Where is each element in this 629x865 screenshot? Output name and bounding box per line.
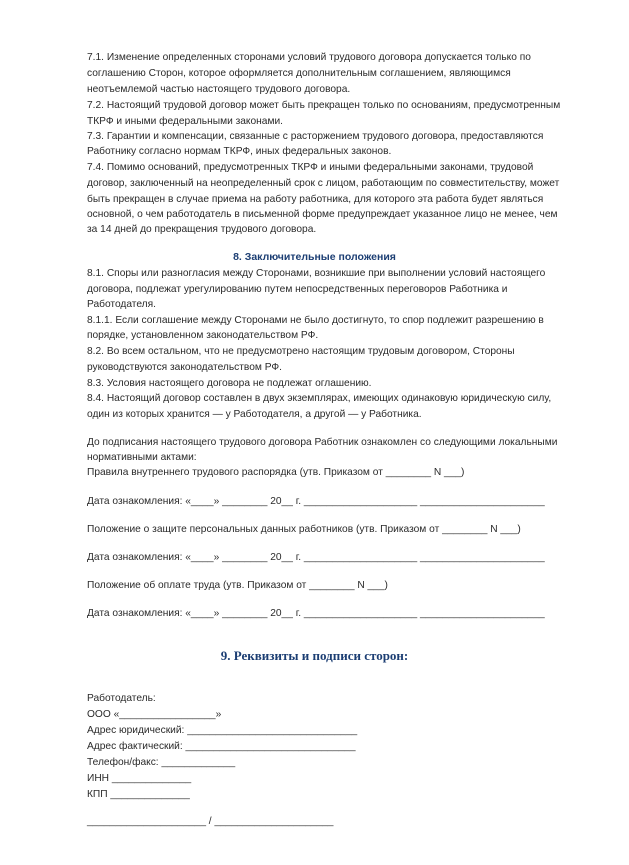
acquaintance-date-line: Дата ознакомления: «____» ________ 20__ г. ____________________ ______________________ bbox=[87, 496, 545, 507]
local-act-line: Правила внутреннего трудового распорядка (утв. Приказом от ________ N ___) bbox=[87, 467, 465, 478]
employer-label: Работодатель: bbox=[87, 693, 156, 704]
section-7-line: Работнику согласно нормам ТКРФ, иных федеральных законов. bbox=[87, 146, 392, 157]
section-7-line: 7.2. Настоящий трудовой договор может быть прекращен только по основаниям, предусмотренным bbox=[87, 100, 561, 111]
section-8-line: порядке, установленном законодательством РФ. bbox=[87, 330, 319, 341]
local-act-line: Положение о защите персональных данных работников (утв. Приказом от ________ N ___) bbox=[87, 524, 521, 535]
employer-legal-address: Адрес юридический: ______________________________ bbox=[87, 725, 358, 736]
employer-signature-line: _____________________ / _____________________ bbox=[87, 816, 334, 827]
section-7-line: неотъемлемой частью настоящего трудового договора. bbox=[87, 84, 351, 95]
employer-phone: Телефон/факс: _____________ bbox=[87, 757, 236, 768]
employer-actual-address: Адрес фактический: ______________________________ bbox=[87, 741, 356, 752]
section-8-line: 8.1.1. Если соглашение между Сторонами не было достигнуто, то спор подлежит разрешению в bbox=[87, 315, 544, 326]
section-8-line: руководствуются законодательством РФ. bbox=[87, 362, 282, 373]
section-7-line: за 14 дней до прекращения трудового договора. bbox=[87, 224, 317, 235]
employer-org: ООО «_________________» bbox=[87, 709, 222, 720]
section-8-line: один из которых хранится — у Работодателя, а другой — у Работника. bbox=[87, 409, 422, 420]
acquaintance-date-line: Дата ознакомления: «____» ________ 20__ г. ____________________ ______________________ bbox=[87, 608, 545, 619]
section-8-line: договора, подлежат урегулированию путем непосредственных переговоров Работника и bbox=[87, 284, 508, 295]
section-8-line: 8.1. Споры или разногласия между Сторонами, возникшие при выполнении условий настоящего bbox=[87, 268, 546, 279]
section-8-line: Работодателя. bbox=[87, 299, 156, 310]
section-7-line: основной, о чем работодатель в письменной форме предупреждает указанное лицо не менее, чем bbox=[87, 209, 558, 220]
section-7-line: быть прекращен в случае приема на работу работника, для которого эта работа будет являться bbox=[87, 194, 544, 205]
section-7-line: 7.3. Гарантии и компенсации, связанные с расторжением трудового договора, предоставляются bbox=[87, 131, 544, 142]
section-7-line: ТКРФ и иными федеральными законами. bbox=[87, 116, 283, 127]
section-8-line: 8.2. Во всем остальном, что не предусмотрено настоящим трудовым договором, Стороны bbox=[87, 346, 515, 357]
acquaintance-intro-line: нормативными актами: bbox=[87, 452, 197, 463]
section-7-line: 7.4. Помимо оснований, предусмотренных ТКРФ и иными федеральными законами, трудовой bbox=[87, 162, 534, 173]
section-8-heading: 8. Заключительные положения bbox=[233, 251, 396, 263]
employer-kpp: КПП ______________ bbox=[87, 789, 190, 800]
section-7-line: соглашению Сторон, которое оформляется дополнительным соглашением, являющимся bbox=[87, 68, 511, 79]
section-8-line: 8.4. Настоящий договор составлен в двух экземплярах, имеющих одинаковую юридическую силу, bbox=[87, 393, 552, 404]
acquaintance-intro-line: До подписания настоящего трудового договора Работник ознакомлен со следующими локальными bbox=[87, 437, 558, 448]
acquaintance-date-line: Дата ознакомления: «____» ________ 20__ г. ____________________ ______________________ bbox=[87, 552, 545, 563]
section-7-line: договор, заключенный на неопределенный срок с лицом, работающим по совместительству, может bbox=[87, 178, 560, 189]
employer-inn: ИНН ______________ bbox=[87, 773, 192, 784]
section-8-line: 8.3. Условия настоящего договора не подлежат оглашению. bbox=[87, 378, 372, 389]
local-act-line: Положение об оплате труда (утв. Приказом от ________ N ___) bbox=[87, 580, 388, 591]
section-7-line: 7.1. Изменение определенных сторонами условий трудового договора допускается только по bbox=[87, 52, 531, 63]
section-9-heading: 9. Реквизиты и подписи сторон: bbox=[220, 648, 409, 663]
